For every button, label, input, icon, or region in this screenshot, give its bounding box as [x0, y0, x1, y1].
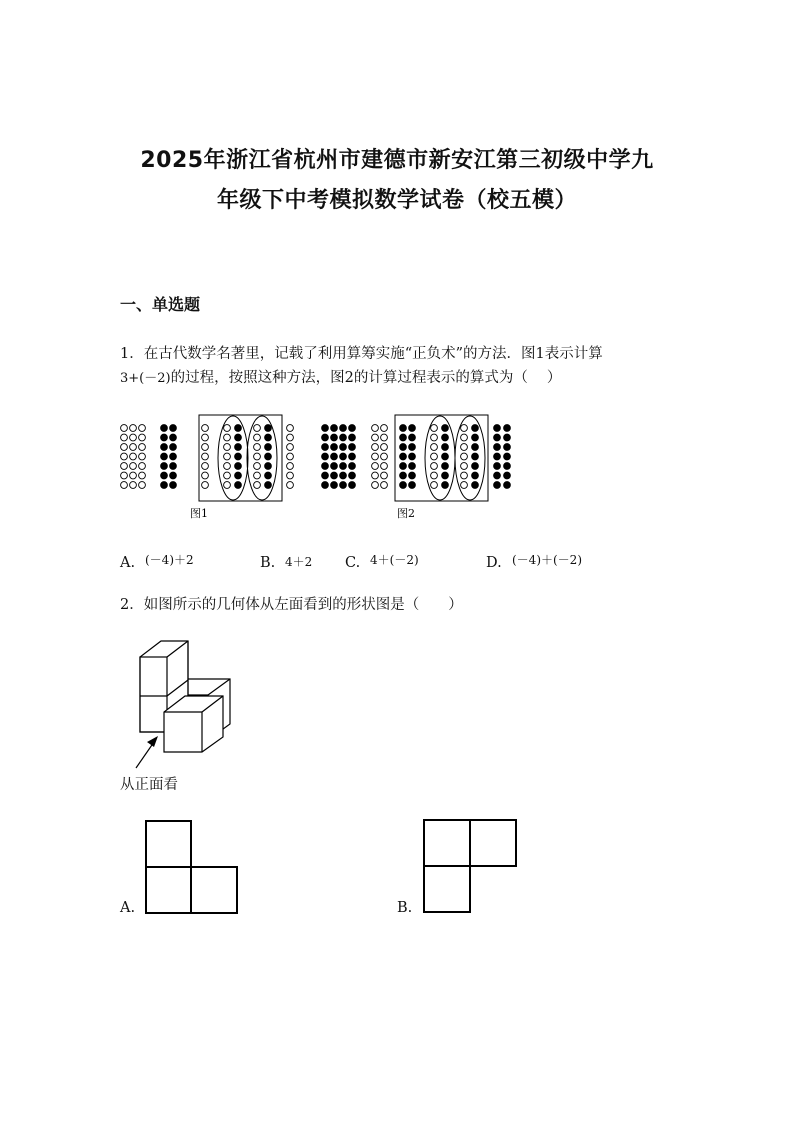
white-counter: [431, 434, 438, 441]
white-counter: [202, 444, 209, 451]
black-counter: [442, 453, 449, 460]
black-counter: [265, 463, 272, 470]
black-counter: [340, 463, 347, 470]
black-counter: [349, 444, 356, 451]
black-counter: [170, 472, 177, 479]
white-counter: [130, 472, 137, 479]
black-counter: [340, 444, 347, 451]
q1-option-b[interactable]: [260, 555, 275, 571]
black-counter: [322, 444, 329, 451]
black-counter: [400, 444, 407, 451]
figure2-left-ellipse: [425, 416, 455, 500]
white-counter: [139, 444, 146, 451]
white-counter: [139, 482, 146, 489]
black-counter: [161, 482, 168, 489]
black-counter: [400, 425, 407, 432]
white-counter: [139, 434, 146, 441]
white-counter: [121, 453, 128, 460]
white-counter: [254, 425, 261, 432]
black-counter: [235, 472, 242, 479]
q1-option-a-expr: (－4)＋2: [145, 553, 194, 567]
figure2-right-ellipse: [455, 416, 485, 500]
black-counter: [161, 463, 168, 470]
black-counter: [400, 482, 407, 489]
white-counter: [372, 472, 379, 479]
black-counter: [161, 444, 168, 451]
black-counter: [504, 453, 511, 460]
white-counter: [287, 472, 294, 479]
white-counter: [372, 444, 379, 451]
black-counter: [322, 434, 329, 441]
black-counter: [161, 425, 168, 432]
black-counter: [235, 482, 242, 489]
white-counter: [130, 463, 137, 470]
figure1-left-ellipse: [218, 416, 248, 500]
black-counter: [504, 482, 511, 489]
q1-stem-line-2-text: 的过程，按照这种方法，图2的计算过程表示的算式为（ ）: [170, 370, 562, 386]
black-counter: [409, 453, 416, 460]
white-counter: [224, 453, 231, 460]
black-counter: [265, 472, 272, 479]
white-counter: [372, 425, 379, 432]
white-counter: [431, 444, 438, 451]
white-counter: [461, 453, 468, 460]
white-counter: [254, 444, 261, 451]
black-counter: [472, 425, 479, 432]
figure1-label: 图1: [190, 507, 208, 520]
black-counter: [340, 425, 347, 432]
q1-stem-line-1: 1．在古代数学名著里，记载了利用算筹实施“正负术”的方法．图1表示计算: [120, 346, 603, 362]
black-counter: [442, 463, 449, 470]
white-counter: [287, 453, 294, 460]
figure1-right-ellipse: [247, 416, 277, 500]
white-counter: [372, 453, 379, 460]
black-counter: [322, 482, 329, 489]
white-counter: [431, 453, 438, 460]
white-counter: [381, 453, 388, 460]
black-counter: [409, 444, 416, 451]
q1-option-d-expr: (－4)＋(－2): [512, 553, 582, 567]
black-counter: [494, 482, 501, 489]
black-counter: [409, 434, 416, 441]
white-counter: [224, 444, 231, 451]
black-counter: [400, 472, 407, 479]
white-counter: [121, 425, 128, 432]
white-counter: [461, 444, 468, 451]
black-counter: [331, 453, 338, 460]
white-counter: [254, 463, 261, 470]
white-counter: [431, 463, 438, 470]
black-counter: [322, 425, 329, 432]
q1-expression: 3+(－2): [120, 371, 171, 386]
black-counter: [265, 434, 272, 441]
section-heading: 一、单选题: [120, 295, 201, 314]
black-counter: [442, 472, 449, 479]
black-counter: [170, 434, 177, 441]
black-counter: [235, 444, 242, 451]
option-letter: D.: [486, 555, 502, 571]
white-counter: [130, 434, 137, 441]
black-counter: [349, 472, 356, 479]
q1-option-c[interactable]: [345, 555, 360, 571]
black-counter: [331, 444, 338, 451]
white-counter: [224, 434, 231, 441]
page-title: [100, 141, 694, 221]
black-counter: [504, 434, 511, 441]
black-counter: [170, 444, 177, 451]
white-counter: [139, 425, 146, 432]
q1-option-b-expr: 4＋2: [285, 555, 313, 569]
black-counter: [161, 472, 168, 479]
black-counter: [322, 463, 329, 470]
white-counter: [130, 453, 137, 460]
black-counter: [235, 425, 242, 432]
black-counter: [400, 463, 407, 470]
black-counter: [265, 453, 272, 460]
black-counter: [340, 453, 347, 460]
white-counter: [287, 425, 294, 432]
black-counter: [494, 472, 501, 479]
black-counter: [235, 434, 242, 441]
figure2-label: 图2: [397, 507, 415, 520]
black-counter: [400, 434, 407, 441]
black-counter: [409, 425, 416, 432]
black-counter: [349, 463, 356, 470]
black-counter: [340, 472, 347, 479]
black-counter: [504, 463, 511, 470]
white-counter: [202, 472, 209, 479]
black-counter: [494, 453, 501, 460]
white-counter: [121, 434, 128, 441]
white-counter: [372, 434, 379, 441]
black-counter: [442, 482, 449, 489]
white-counter: [461, 434, 468, 441]
white-counter: [254, 472, 261, 479]
q2-solid-figure: [120, 630, 260, 780]
white-counter: [381, 463, 388, 470]
black-counter: [340, 482, 347, 489]
white-counter: [202, 463, 209, 470]
black-counter: [494, 434, 501, 441]
black-counter: [331, 482, 338, 489]
black-counter: [472, 482, 479, 489]
black-counter: [161, 434, 168, 441]
white-counter: [381, 482, 388, 489]
option-letter: B.: [260, 555, 276, 571]
white-counter: [287, 463, 294, 470]
white-counter: [130, 482, 137, 489]
white-counter: [381, 444, 388, 451]
white-counter: [202, 453, 209, 460]
black-counter: [331, 463, 338, 470]
title-line-2: 年级下中考模拟数学试卷（校五模）: [216, 188, 577, 213]
white-counter: [461, 463, 468, 470]
black-counter: [170, 482, 177, 489]
white-counter: [130, 444, 137, 451]
black-counter: [472, 444, 479, 451]
black-counter: [442, 444, 449, 451]
white-counter: [139, 453, 146, 460]
black-counter: [472, 463, 479, 470]
black-counter: [265, 425, 272, 432]
white-counter: [224, 463, 231, 470]
black-counter: [472, 434, 479, 441]
white-counter: [224, 425, 231, 432]
q1-option-d[interactable]: [486, 555, 502, 571]
white-counter: [461, 425, 468, 432]
q2-option-b-shape: [423, 819, 523, 919]
black-counter: [331, 425, 338, 432]
black-counter: [265, 444, 272, 451]
counting-rods-figure: [0, 410, 794, 550]
black-counter: [494, 425, 501, 432]
black-counter: [494, 444, 501, 451]
option-letter: A.: [120, 555, 136, 571]
white-counter: [202, 425, 209, 432]
black-counter: [409, 463, 416, 470]
black-counter: [349, 482, 356, 489]
black-counter: [349, 453, 356, 460]
black-counter: [409, 482, 416, 489]
black-counter: [170, 453, 177, 460]
black-counter: [170, 463, 177, 470]
black-counter: [235, 453, 242, 460]
white-counter: [254, 453, 261, 460]
black-counter: [494, 463, 501, 470]
white-counter: [381, 425, 388, 432]
white-counter: [254, 434, 261, 441]
white-counter: [139, 472, 146, 479]
white-counter: [202, 434, 209, 441]
white-counter: [372, 463, 379, 470]
white-counter: [130, 425, 137, 432]
black-counter: [170, 425, 177, 432]
black-counter: [331, 434, 338, 441]
white-counter: [224, 482, 231, 489]
black-counter: [472, 472, 479, 479]
black-counter: [400, 453, 407, 460]
title-line-1: 2025年浙江省杭州市建德市新安江第三初级中学九: [140, 148, 654, 173]
q2-option-b[interactable]: B.: [397, 900, 413, 916]
white-counter: [461, 482, 468, 489]
q2-option-a[interactable]: A.: [120, 900, 136, 916]
q2-stem: 2．如图所示的几何体从左面看到的形状图是（ ）: [120, 597, 463, 613]
white-counter: [287, 444, 294, 451]
black-counter: [504, 425, 511, 432]
white-counter: [431, 482, 438, 489]
black-counter: [265, 482, 272, 489]
black-counter: [442, 425, 449, 432]
white-counter: [381, 434, 388, 441]
black-counter: [504, 472, 511, 479]
white-counter: [287, 482, 294, 489]
black-counter: [442, 434, 449, 441]
black-counter: [331, 472, 338, 479]
black-counter: [235, 463, 242, 470]
white-counter: [381, 472, 388, 479]
q2-option-a-shape: [145, 820, 245, 920]
black-counter: [349, 425, 356, 432]
black-counter: [161, 453, 168, 460]
white-counter: [121, 482, 128, 489]
white-counter: [431, 472, 438, 479]
black-counter: [340, 434, 347, 441]
white-counter: [431, 425, 438, 432]
q1-option-c-expr: 4＋(－2): [370, 553, 419, 567]
white-counter: [121, 463, 128, 470]
q1-stem-line-2: [120, 366, 561, 387]
black-counter: [322, 472, 329, 479]
q1-option-a[interactable]: [120, 555, 135, 571]
black-counter: [472, 453, 479, 460]
white-counter: [254, 482, 261, 489]
white-counter: [202, 482, 209, 489]
q2-view-caption: 从正面看: [120, 777, 178, 793]
white-counter: [121, 444, 128, 451]
white-counter: [224, 472, 231, 479]
black-counter: [409, 472, 416, 479]
white-counter: [139, 463, 146, 470]
black-counter: [322, 453, 329, 460]
white-counter: [287, 434, 294, 441]
white-counter: [121, 472, 128, 479]
black-counter: [504, 444, 511, 451]
white-counter: [461, 472, 468, 479]
black-counter: [349, 434, 356, 441]
option-letter: C.: [345, 555, 361, 571]
white-counter: [372, 482, 379, 489]
